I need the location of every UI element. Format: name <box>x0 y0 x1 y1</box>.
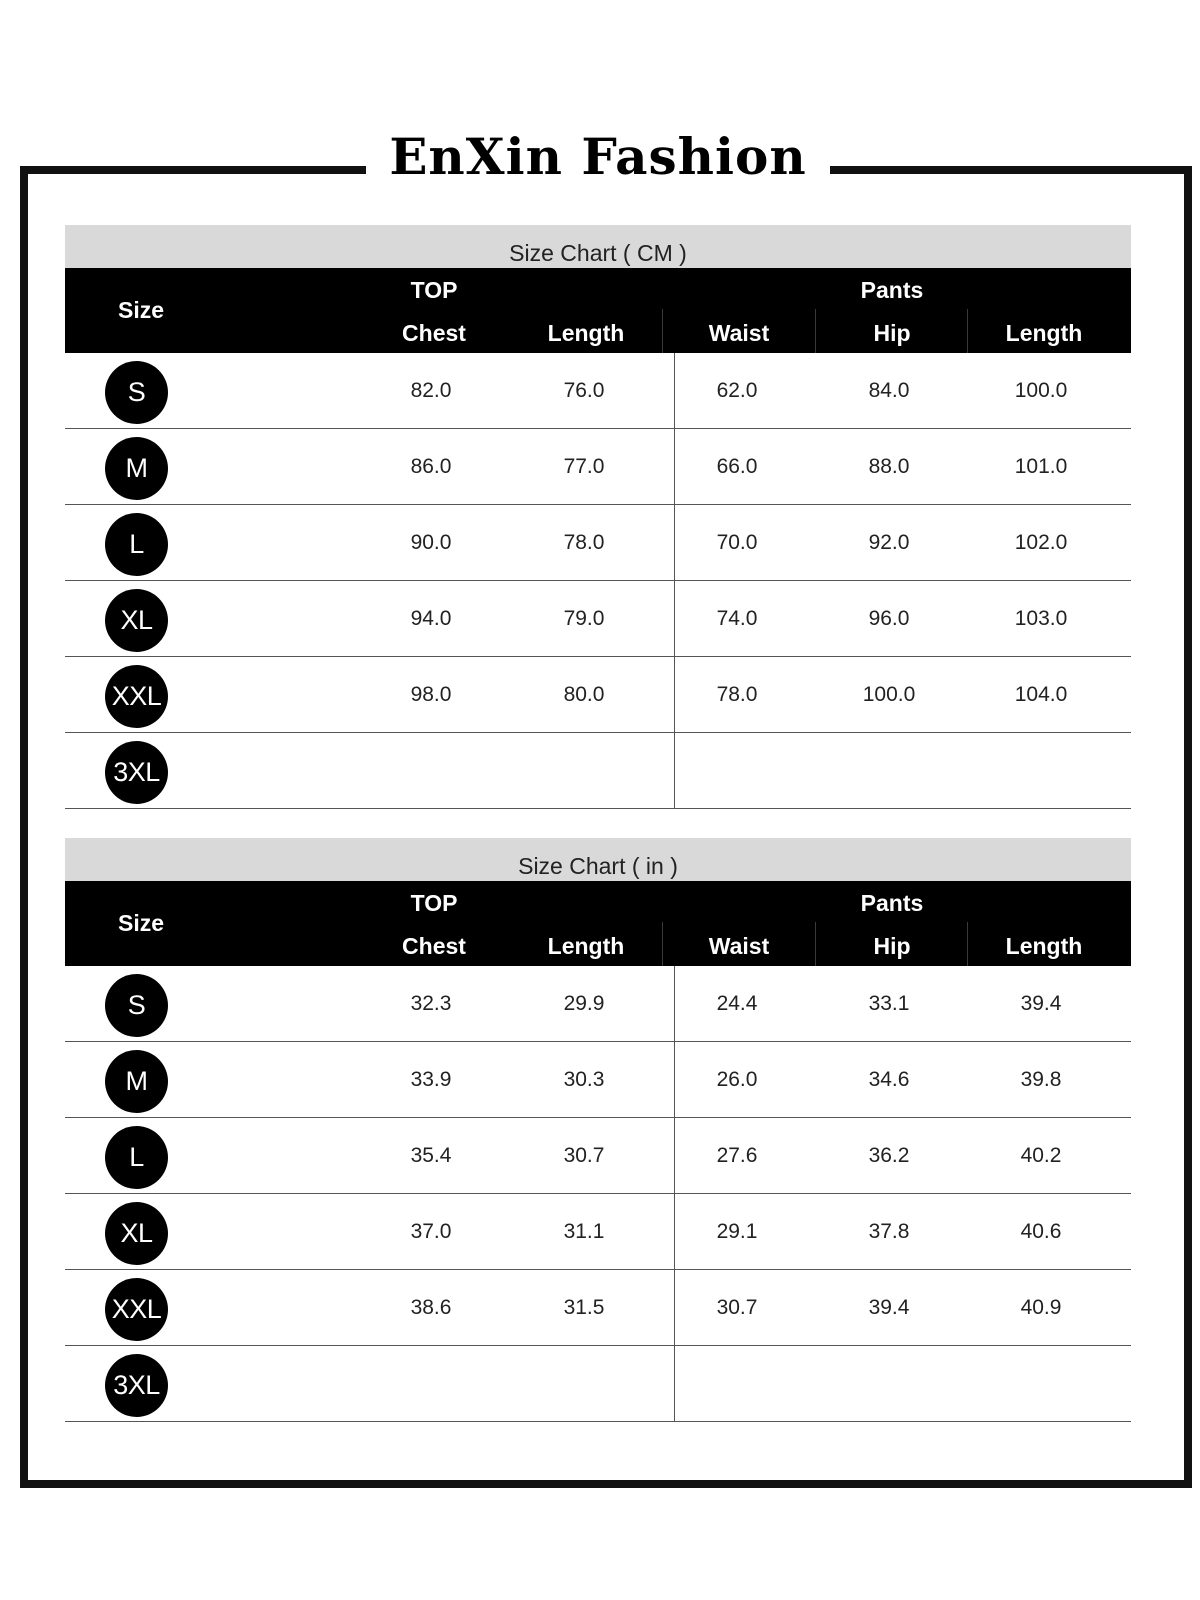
cell-pants-length: 100.0 <box>1014 379 1068 402</box>
cell-waist: 29.1 <box>716 1220 758 1243</box>
header-pants-length: Length <box>1005 933 1083 959</box>
cell-waist: 27.6 <box>716 1144 758 1167</box>
cell-waist: 30.7 <box>716 1296 758 1319</box>
cell-hip: 88.0 <box>868 455 910 478</box>
table-row <box>65 1042 1131 1118</box>
cell-pants-length: 40.9 <box>1020 1296 1062 1319</box>
cell-chest: 38.6 <box>410 1296 452 1319</box>
table-row <box>65 1118 1131 1194</box>
cell-top-length: 29.9 <box>563 992 605 1015</box>
cell-pants-length: 39.8 <box>1020 1068 1062 1091</box>
cell-waist: 66.0 <box>716 455 758 478</box>
cell-hip: 36.2 <box>868 1144 910 1167</box>
top-pants-divider <box>674 1270 675 1345</box>
cell-waist: 24.4 <box>716 992 758 1015</box>
table-row <box>65 1270 1131 1346</box>
cell-chest: 33.9 <box>410 1068 452 1091</box>
cell-waist: 78.0 <box>716 683 758 706</box>
cell-chest: 37.0 <box>410 1220 452 1243</box>
cell-top-length: 76.0 <box>563 379 605 402</box>
top-pants-divider <box>674 581 675 656</box>
cell-waist <box>661 733 813 809</box>
size-badge: L <box>105 513 168 576</box>
cell-chest: 94.0 <box>410 607 452 630</box>
header-top-length: Length <box>547 320 625 346</box>
cell-waist <box>661 1346 813 1422</box>
header-divider <box>815 309 816 353</box>
header-divider <box>967 922 968 966</box>
cell-pants-length: 101.0 <box>1014 455 1068 478</box>
top-pants-divider <box>674 505 675 580</box>
header-hip: Hip <box>873 320 911 346</box>
cell-hip: 96.0 <box>868 607 910 630</box>
top-pants-divider <box>674 1194 675 1269</box>
size-badge: XL <box>105 1202 168 1265</box>
size-badge: XL <box>105 589 168 652</box>
cell-hip <box>813 733 965 809</box>
top-pants-divider <box>674 429 675 504</box>
top-pants-divider <box>674 966 675 1041</box>
size-badge: XXL <box>105 665 168 728</box>
top-pants-divider <box>674 353 675 428</box>
cell-chest: 82.0 <box>410 379 452 402</box>
cell-top-length: 78.0 <box>563 531 605 554</box>
header-size: Size <box>117 297 165 323</box>
cell-hip: 34.6 <box>868 1068 910 1091</box>
header-divider <box>662 309 663 353</box>
table-row <box>65 1346 1131 1422</box>
size-badge: 3XL <box>105 741 168 804</box>
size-badge: S <box>105 974 168 1037</box>
chart-caption: Size Chart ( in ) <box>65 838 1131 881</box>
cell-hip: 92.0 <box>868 531 910 554</box>
size-badge: L <box>105 1126 168 1189</box>
header-top-group: TOP <box>410 890 458 916</box>
top-pants-divider <box>674 1118 675 1193</box>
cell-hip: 33.1 <box>868 992 910 1015</box>
cell-top-length: 80.0 <box>563 683 605 706</box>
size-chart-in <box>65 838 1131 1422</box>
cell-top-length <box>508 733 660 809</box>
header-chest: Chest <box>402 320 466 346</box>
size-badge: 3XL <box>105 1354 168 1417</box>
chart-caption: Size Chart ( CM ) <box>65 225 1131 268</box>
header-size: Size <box>117 910 165 936</box>
cell-chest: 90.0 <box>410 531 452 554</box>
cell-top-length: 30.7 <box>563 1144 605 1167</box>
table-header <box>65 881 1131 966</box>
header-divider <box>815 922 816 966</box>
header-top-length: Length <box>547 933 625 959</box>
brand-title: EnXin Fashion <box>366 122 830 192</box>
header-hip: Hip <box>873 933 911 959</box>
header-chest: Chest <box>402 933 466 959</box>
cell-chest <box>355 733 507 809</box>
header-divider <box>662 922 663 966</box>
table-row <box>65 353 1131 429</box>
size-chart-cm <box>65 225 1131 809</box>
cell-hip <box>813 1346 965 1422</box>
header-pants-group: Pants <box>860 277 924 303</box>
size-badge: S <box>105 361 168 424</box>
cell-waist: 26.0 <box>716 1068 758 1091</box>
size-badge: M <box>105 437 168 500</box>
table-row <box>65 429 1131 505</box>
cell-chest: 35.4 <box>410 1144 452 1167</box>
header-waist: Waist <box>708 320 770 346</box>
cell-pants-length <box>965 1346 1117 1422</box>
cell-top-length: 31.5 <box>563 1296 605 1319</box>
table-row <box>65 581 1131 657</box>
table-row <box>65 966 1131 1042</box>
cell-chest: 32.3 <box>410 992 452 1015</box>
cell-waist: 62.0 <box>716 379 758 402</box>
table-row <box>65 1194 1131 1270</box>
cell-waist: 70.0 <box>716 531 758 554</box>
table-row <box>65 657 1131 733</box>
size-badge: XXL <box>105 1278 168 1341</box>
cell-hip: 39.4 <box>868 1296 910 1319</box>
table-row <box>65 733 1131 809</box>
cell-top-length: 31.1 <box>563 1220 605 1243</box>
table-header <box>65 268 1131 353</box>
cell-chest: 86.0 <box>410 455 452 478</box>
top-pants-divider <box>674 1042 675 1117</box>
cell-pants-length: 104.0 <box>1014 683 1068 706</box>
cell-top-length: 79.0 <box>563 607 605 630</box>
size-badge: M <box>105 1050 168 1113</box>
cell-pants-length: 102.0 <box>1014 531 1068 554</box>
header-waist: Waist <box>708 933 770 959</box>
top-pants-divider <box>674 657 675 732</box>
header-pants-group: Pants <box>860 890 924 916</box>
header-pants-length: Length <box>1005 320 1083 346</box>
cell-pants-length: 39.4 <box>1020 992 1062 1015</box>
cell-chest: 98.0 <box>410 683 452 706</box>
cell-top-length: 30.3 <box>563 1068 605 1091</box>
table-row <box>65 505 1131 581</box>
cell-hip: 37.8 <box>868 1220 910 1243</box>
cell-pants-length: 40.6 <box>1020 1220 1062 1243</box>
cell-chest <box>355 1346 507 1422</box>
cell-hip: 100.0 <box>862 683 916 706</box>
cell-pants-length <box>965 733 1117 809</box>
cell-top-length <box>508 1346 660 1422</box>
cell-pants-length: 103.0 <box>1014 607 1068 630</box>
top-pants-divider <box>674 733 675 808</box>
cell-top-length: 77.0 <box>563 455 605 478</box>
cell-hip: 84.0 <box>868 379 910 402</box>
cell-waist: 74.0 <box>716 607 758 630</box>
header-divider <box>967 309 968 353</box>
top-pants-divider <box>674 1346 675 1421</box>
header-top-group: TOP <box>410 277 458 303</box>
cell-pants-length: 40.2 <box>1020 1144 1062 1167</box>
